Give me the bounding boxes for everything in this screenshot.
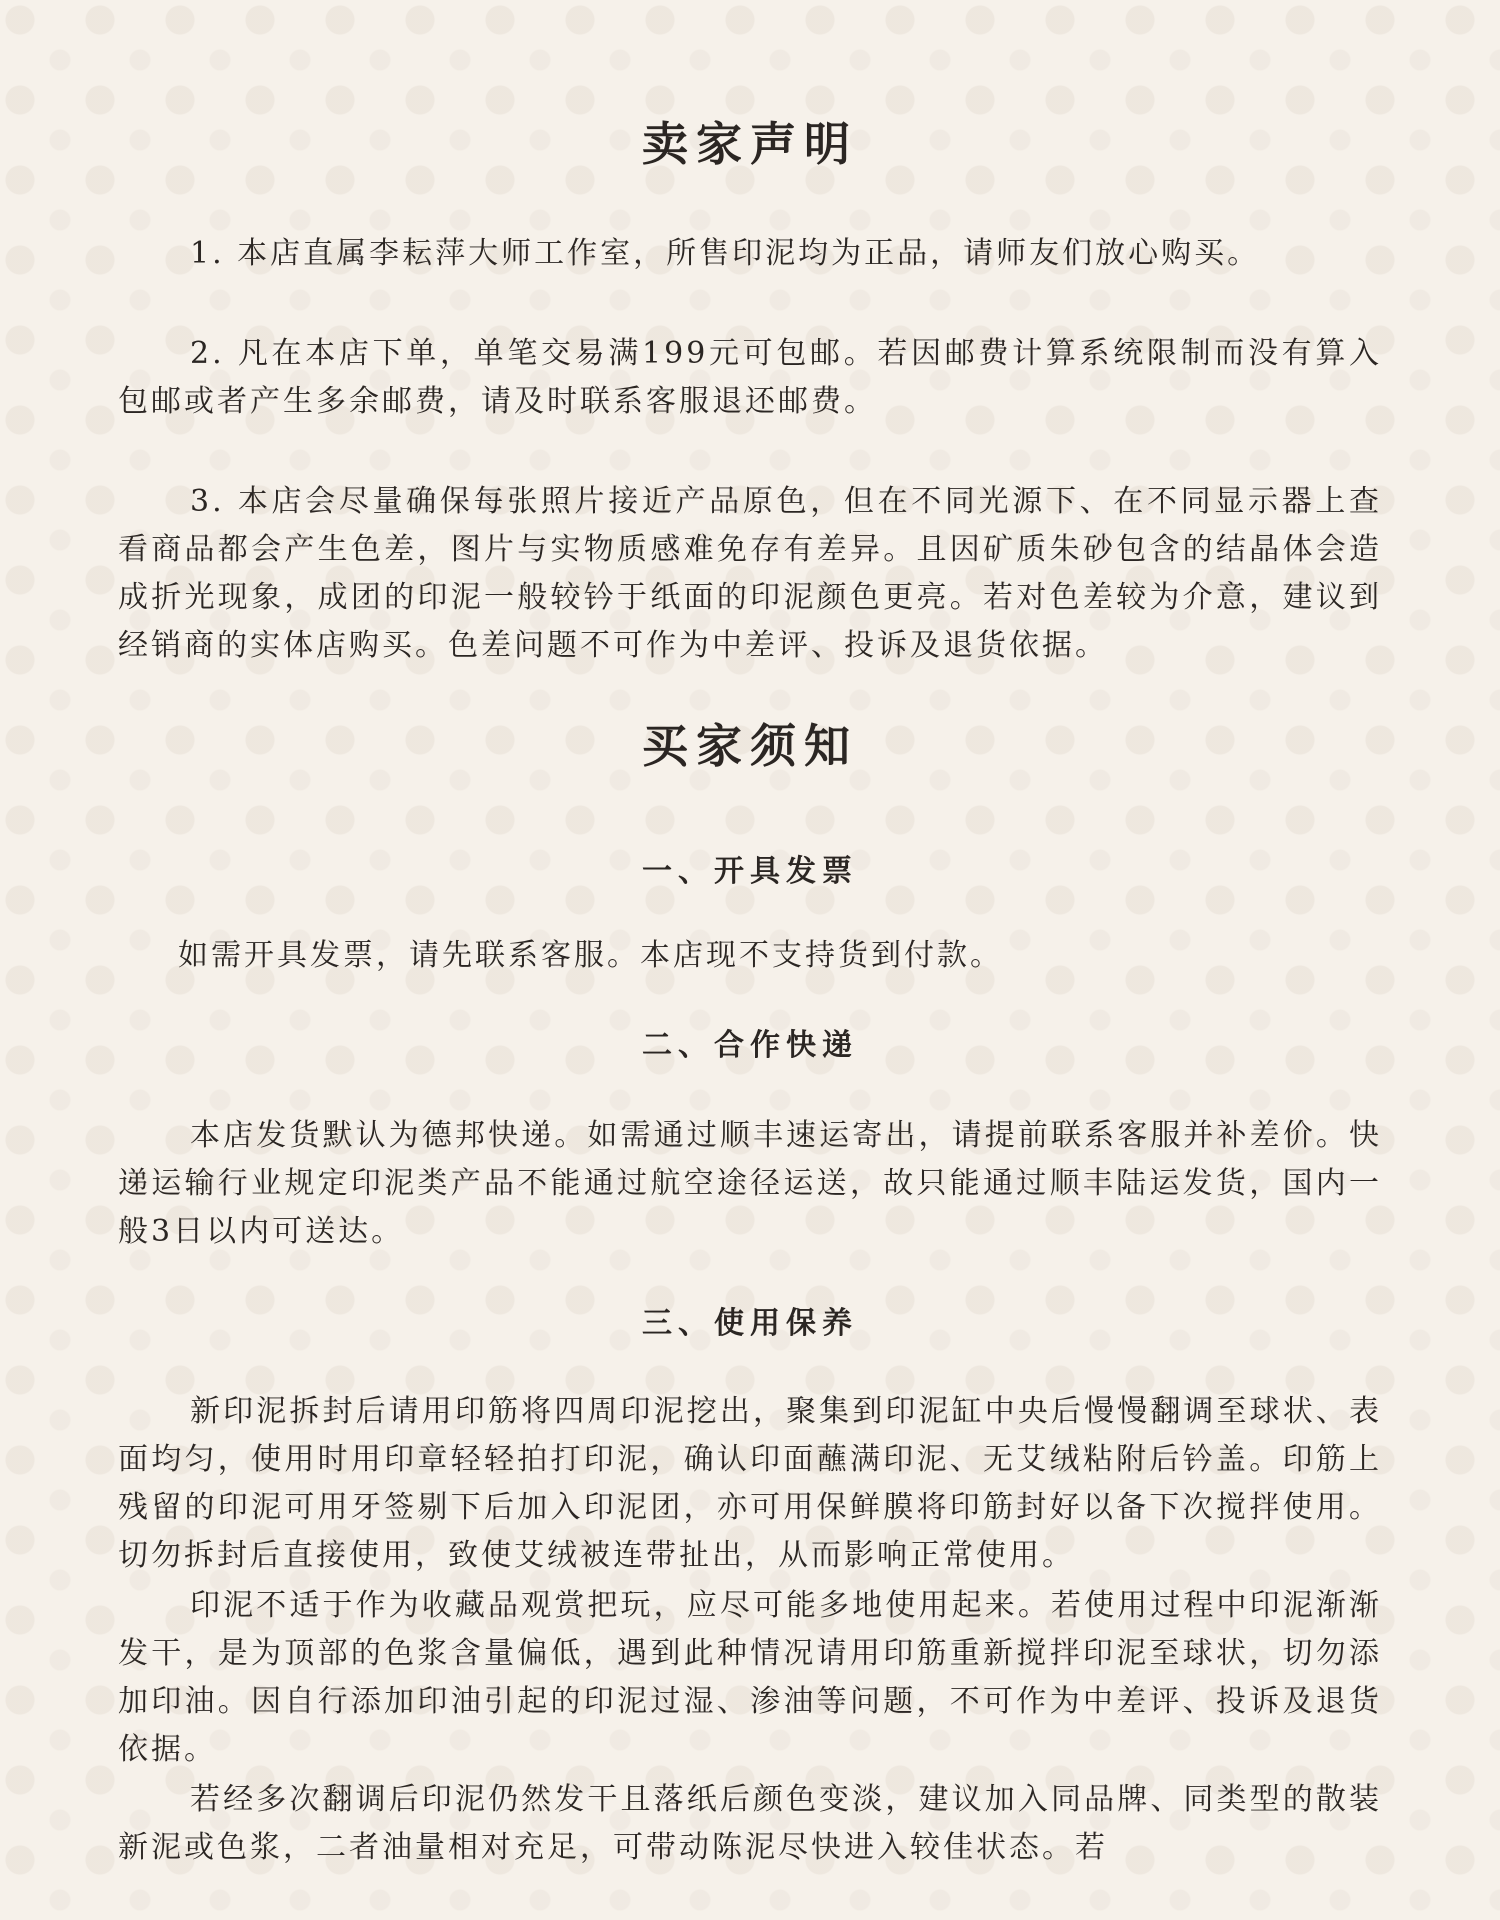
- buyer-notice-title: 买家须知: [642, 719, 858, 773]
- seller-statement-item-1: 1. 本店直属李耘萍大师工作室，所售印泥均为正品，请师友们放心购买。: [190, 236, 1261, 271]
- usage-care-paragraph-3: 若经多次翻调后印泥仍然发干且落纸后颜色变淡，建议加入同品牌、同类型的散装新泥或色浆，二者油量相对充足，可带动陈泥尽快进入较佳状态。若: [118, 1782, 1382, 1865]
- courier-section-text: 本店发货默认为德邦快递。如需通过顺丰速运寄出，请提前联系客服并补差价。快递运输行业规定印泥类产品不能通过航空途径运送，故只能通过顺丰陆运发货，国内一般3日以内可送达。: [118, 1118, 1382, 1249]
- seller-statement-title: 卖家声明: [642, 117, 858, 171]
- usage-care-paragraph-1: 新印泥拆封后请用印筋将四周印泥挖出，聚集到印泥缸中央后慢慢翻调至球状、表面均匀，使用时用印章轻轻拍打印泥，确认印面蘸满印泥、无艾绒粘附后钤盖。印筋上残留的印泥可用牙签剔下后加入印泥团，亦可用保鲜膜将印筋封好以备下次搅拌使用。切勿拆封后直接使用，致使艾绒被连带扯出，从而影响正常使用。: [118, 1394, 1382, 1573]
- invoice-section-title: 一、开具发票: [642, 854, 858, 889]
- seller-statement-item-2: 2. 凡在本店下单，单笔交易满199元可包邮。若因邮费计算系统限制而没有算入包邮或者产生多余邮费，请及时联系客服退还邮费。: [118, 336, 1382, 419]
- usage-care-section-title: 三、使用保养: [642, 1306, 858, 1341]
- usage-care-paragraph-2: 印泥不适于作为收藏品观赏把玩，应尽可能多地使用起来。若使用过程中印泥渐渐发干，是为顶部的色浆含量偏低，遇到此种情况请用印筋重新搅拌印泥至球状，切勿添加印油。因自行添加印油引起的印泥过湿、渗油等问题，不可作为中差评、投诉及退货依据。: [118, 1588, 1382, 1767]
- courier-section-title: 二、合作快递: [642, 1028, 858, 1063]
- seller-statement-item-3: 3. 本店会尽量确保每张照片接近产品原色，但在不同光源下、在不同显示器上查看商品都会产生色差，图片与实物质感难免存有差异。且因矿质朱砂包含的结晶体会造成折光现象，成团的印泥一般较钤于纸面的印泥颜色更亮。若对色差较为介意，建议到经销商的实体店购买。色差问题不可作为中差评、投诉及退货依据。: [118, 484, 1382, 663]
- invoice-section-text: 如需开具发票，请先联系客服。本店现不支持货到付款。: [178, 938, 1003, 973]
